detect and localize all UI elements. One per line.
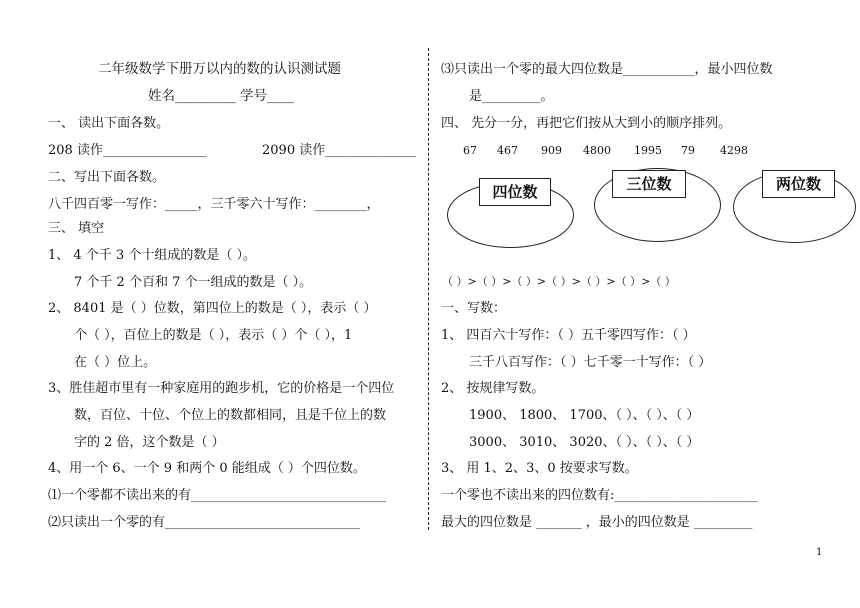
write-q3-a: 一个零也不读出来的四位数有:______________________: [441, 488, 758, 503]
page-title: 二年级数学下册万以内的数的认识测试题: [98, 61, 341, 77]
fill-q4: 4、用一个 6、一个 9 和两个 0 能组成（ ）个四位数。: [48, 461, 366, 476]
pattern-row-2: 3000、 3010、 3020、（ ）、（ ）、（ ）: [469, 435, 700, 450]
number-item: 79: [681, 144, 695, 157]
read-2090: 2090 读作______________: [262, 143, 417, 158]
number-item: 4298: [720, 144, 748, 157]
number-item: 4800: [583, 144, 611, 157]
fill-q2-c: 在（ ）位上。: [74, 355, 157, 370]
student-info: 姓名_________ 学号____: [148, 88, 295, 104]
write-numbers-line: 八千四百零一写作：_____，三千零六十写作：________，: [48, 197, 380, 212]
fill-q2-a: 2、 8401 是（ ）位数，第四位上的数是（ ），表示（ ）: [48, 301, 377, 316]
read-208: 208 读作________________: [48, 143, 207, 158]
fill-q3-b: 数，百位、十位、个位上的数都相同，且是千位上的数: [74, 408, 387, 423]
page-number: 1: [816, 547, 823, 558]
three-digit-label: 三位数: [612, 170, 686, 198]
number-item: 67: [463, 144, 477, 157]
write-q1-b: 三千八百写作：（ ）七千零一十写作：（ ）: [469, 355, 712, 370]
two-digit-label: 两位数: [762, 170, 835, 198]
fill-q1-b: 7 个千 2 个百和 7 个一组成的数是（ ）。: [74, 275, 313, 290]
number-item: 909: [541, 144, 562, 157]
write-q2-heading: 2、 按规律写数。: [441, 381, 545, 396]
fill-q3-a: 3、胜佳超市里有一种家庭用的跑步机，它的价格是一个四位: [48, 381, 395, 396]
number-item: 467: [497, 144, 518, 157]
fill-q3-c: 字的 2 倍，这个数是（ ）: [74, 435, 225, 450]
write-q3-heading: 3、 用 1、2、3、0 按要求写数。: [441, 461, 638, 476]
number-item: 1995: [634, 144, 662, 157]
order-line: （ ）>（ ）>（ ）>（ ）>（ ）>（ ）>（ ）: [442, 275, 676, 288]
fill-q1-a: 1、 4 个千 3 个十组成的数是（ ）。: [48, 248, 256, 263]
fill-q2-b: 个（ ），百位上的数是（ ），表示（ ）个（ ），1: [74, 328, 353, 343]
fill-q4-2: ⑵只读出一个零的有______________________________: [48, 515, 361, 530]
section-3-heading: 三、 填空: [48, 221, 105, 236]
section-2-heading: 二、写出下面各数。: [48, 170, 166, 185]
pattern-row-1: 1900、 1800、 1700、（ ）、（ ）、（ ）: [469, 408, 700, 423]
section-4-heading: 四、 先分一分，再把它们按从大到小的顺序排列。: [441, 116, 732, 131]
column-divider: [428, 48, 429, 530]
write-q3-b: 最大的四位数是 _______ ，最小的四位数是 _________: [441, 515, 753, 530]
write-section-heading: 一、写数：: [441, 301, 507, 316]
fill-q4-3b: 是_________。: [469, 89, 554, 104]
fill-q4-3a: ⑶只读出一个零的最大四位数是___________，最小四位数: [441, 62, 773, 77]
section-1-heading: 一、 读出下面各数。: [48, 116, 170, 131]
four-digit-label: 四位数: [479, 178, 551, 206]
fill-q4-1: ⑴一个零都不读出来的有______________________________: [48, 488, 387, 503]
write-q1-a: 1、 四百六十写作：（ ）五千零四写作：（ ）: [441, 328, 696, 343]
